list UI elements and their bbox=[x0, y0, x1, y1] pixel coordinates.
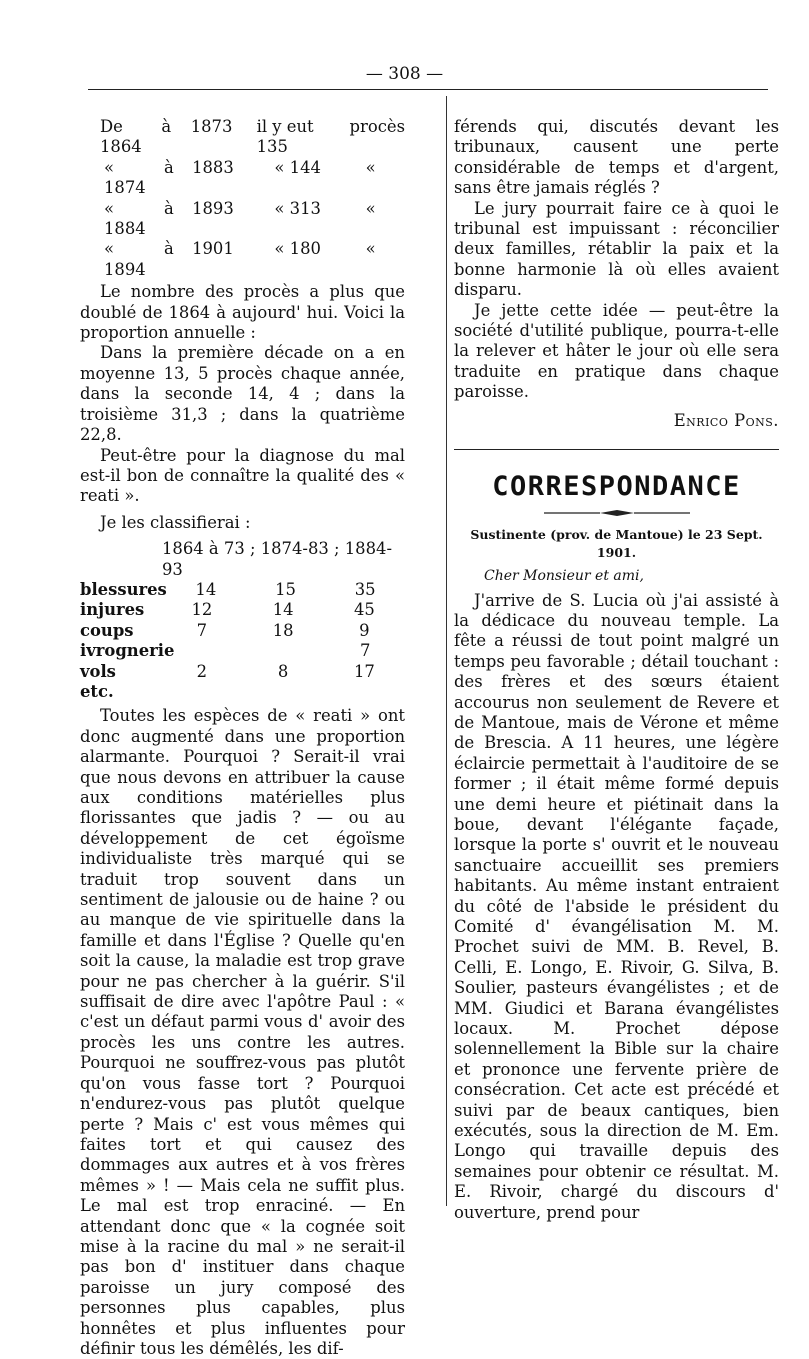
table-cell bbox=[324, 682, 405, 702]
signature: Enrico Pons. bbox=[673, 410, 779, 430]
date-cell: 1873 bbox=[190, 117, 233, 136]
header-rule bbox=[88, 89, 768, 90]
table-cell: 7 bbox=[196, 620, 208, 640]
date-cell: « bbox=[365, 198, 376, 218]
paragraph: Je les classifierai : bbox=[100, 512, 251, 532]
table-row bbox=[80, 621, 405, 641]
date-cell: « 1874 bbox=[104, 157, 146, 198]
table-cell: 12 bbox=[191, 600, 213, 620]
table-cell bbox=[243, 682, 324, 702]
date-cell: à bbox=[163, 198, 174, 218]
table-cell: 14 bbox=[272, 600, 294, 620]
paragraph: Dans la première décade on a en moyenne 13, 5 procès chaque année, dans la seconde 14, 4 ; dans la troisième 31,3 ; dans la quatrième 22,8. bbox=[80, 343, 405, 445]
date-cell: à bbox=[163, 239, 174, 259]
page-number: — 308 — bbox=[365, 64, 444, 84]
table-category: coups bbox=[80, 620, 134, 640]
date-cell: à bbox=[161, 117, 172, 136]
table-row bbox=[80, 600, 405, 620]
date-cell: procès bbox=[349, 117, 406, 136]
table-cell: 15 bbox=[275, 579, 296, 599]
table-row bbox=[80, 662, 405, 682]
date-table bbox=[80, 117, 405, 280]
date-row bbox=[80, 199, 405, 240]
table-category: vols bbox=[80, 661, 116, 681]
ornament-icon bbox=[542, 508, 692, 518]
date-cell: « 180 bbox=[274, 239, 321, 259]
table-cell bbox=[166, 641, 246, 661]
table-cell: 35 bbox=[354, 579, 376, 599]
right-column bbox=[454, 117, 779, 1223]
dateline: Sustinente (prov. de Mantoue) le 23 Sept. 1901. bbox=[470, 527, 763, 561]
paragraph: J'arrive de S. Lucia où j'ai assisté à la dédicace du nouveau temple. La fête a réussi de tout point malgré un temps peu favorable ; détail touchant : des frères et des sœurs étaient accourus non seulement de Revere et de Mantoue, mais de Vérone et même de Brescia. A 11 heures, une légère éclaircie permettait à l'auditoire de se former ; il était même formé depuis une demi heure et piétinait dans la boue, devant l'élégante façade, lorsque la porte s' ouvrit et le nouveau sanctuaire accueillit ses premiers habitants. Au même instant entraient du côté de l'abside le président du Comité d' évangélisation M. M. Prochet suivi de MM. B. Revel, B. Celli, E. Longo, E. Rivoir, G. Silva, B. Soulier, pasteurs évangélistes ; et de MM. Giudici et Barana évangélistes locaux. M. Prochet dépose solennellement la Bible sur la chaire et prononce une fervente prière de consécration. Cet acte est précédé et suivi par de beaux cantiques, bien exécutés, sous la direction de M. Em. Longo qui travaille depuis des semaines pour obtenir ce résultat. M. E. Rivoir, chargé du discours d' ouverture, prend pour bbox=[454, 590, 779, 1222]
date-cell: « 1894 bbox=[104, 239, 146, 279]
column-divider bbox=[446, 96, 447, 1206]
date-row bbox=[80, 239, 405, 280]
classification-table bbox=[80, 539, 405, 702]
table-row bbox=[80, 580, 405, 600]
date-cell: 1901 bbox=[192, 239, 234, 259]
paragraph: férends qui, discutés devant les tribunaux, causent une perte considérable de temps et d'argent, sans être jamais réglés ? bbox=[454, 117, 779, 198]
section-rule bbox=[454, 449, 779, 450]
table-cell: 17 bbox=[353, 661, 375, 681]
date-cell: « bbox=[365, 157, 376, 177]
paragraph: Le nombre des procès a plus que doublé de 1864 à aujourd' hui. Voici la proportion annuelle : bbox=[80, 282, 405, 343]
table-row bbox=[80, 682, 405, 702]
date-cell: De 1864 bbox=[100, 117, 142, 157]
table-cell: 2 bbox=[196, 661, 208, 681]
table-category: blessures bbox=[80, 579, 167, 599]
date-cell: 1893 bbox=[192, 198, 234, 218]
table-cell: 7 bbox=[359, 641, 371, 661]
table-category: injures bbox=[80, 600, 145, 620]
date-cell: 1883 bbox=[192, 157, 234, 177]
table-cell: 8 bbox=[277, 661, 289, 681]
paragraph: Toutes les espèces de « reati » ont donc augmenté dans une proportion alarmante. Pourquoi ? Serait-il vrai que nous devons en attribuer la cause aux conditions matérielles plus florissantes que jadis ? — ou au développement de cet égoïsme individualiste très marqué qui se traduit trop souvent dans un sentiment de jalousie ou de haine ? ou au manque de vie spirituelle dans la famille et dans l'Église ? Quelle qu'en soit la cause, la maladie est trop grave pour ne pas chercher à la guérir. S'il suffisait de dire avec l'apôtre Paul : « c'est un défaut parmi vous d' avoir des procès les uns contre les autres. Pourquoi ne souffrez-vous pas plutôt qu'on vous fasse tort ? Pourquoi n'endurez-vous pas plutôt quelque perte ? Mais c' est vous mêmes qui faites tort et qui causez des dommages aux autres et à vos frères mêmes » ! — Mais cela ne suffit plus. Le mal est trop enraciné. — En attendant donc que « la cognée soit mise à la racine du mal » ne serait-il pas bon d' instituer dans chaque paroisse un jury composé des personnes plus capables, plus honnêtes et plus influentes pour définir tous les démêlés, les dif- bbox=[80, 706, 405, 1358]
section-title: CORRESPONDANCE bbox=[492, 471, 741, 503]
paragraph: Je jette cette idée — peut-être la société d'utilité publique, pourra-t-elle la relever et hâter le jour où elle sera traduite en pratique dans chaque paroisse. bbox=[454, 300, 779, 402]
date-cell: « 1884 bbox=[104, 198, 146, 239]
table-category: ivrognerie bbox=[80, 641, 175, 661]
table-cell bbox=[161, 682, 242, 702]
date-row bbox=[80, 117, 405, 158]
table-cell: 14 bbox=[195, 579, 217, 599]
table-cell: 9 bbox=[359, 620, 370, 640]
table-row bbox=[80, 641, 405, 661]
salutation: Cher Monsieur et ami, bbox=[484, 568, 644, 585]
table-cell: 45 bbox=[353, 600, 375, 620]
date-cell: il y eut 135 bbox=[256, 117, 314, 157]
date-cell: à bbox=[163, 157, 174, 177]
date-cell: « 144 bbox=[274, 157, 321, 177]
paragraph: Peut-être pour la diagnose du mal est-il bon de connaître la qualité des « reati ». bbox=[80, 445, 405, 506]
paragraph: Le jury pourrait faire ce à quoi le tribunal est impuissant : réconcilier deux familles, rétablir la paix et la bonne harmonie là où elles avaient disparu. bbox=[454, 198, 779, 300]
left-column bbox=[80, 117, 405, 1359]
date-row bbox=[80, 158, 405, 199]
table-header: 1864 à 73 ; 1874-83 ; 1884-93 bbox=[162, 539, 393, 579]
table-cell: 18 bbox=[272, 620, 294, 640]
date-cell: « 313 bbox=[274, 198, 321, 218]
table-cell bbox=[246, 641, 326, 661]
date-cell: « bbox=[365, 239, 376, 259]
table-category: etc. bbox=[80, 681, 114, 701]
